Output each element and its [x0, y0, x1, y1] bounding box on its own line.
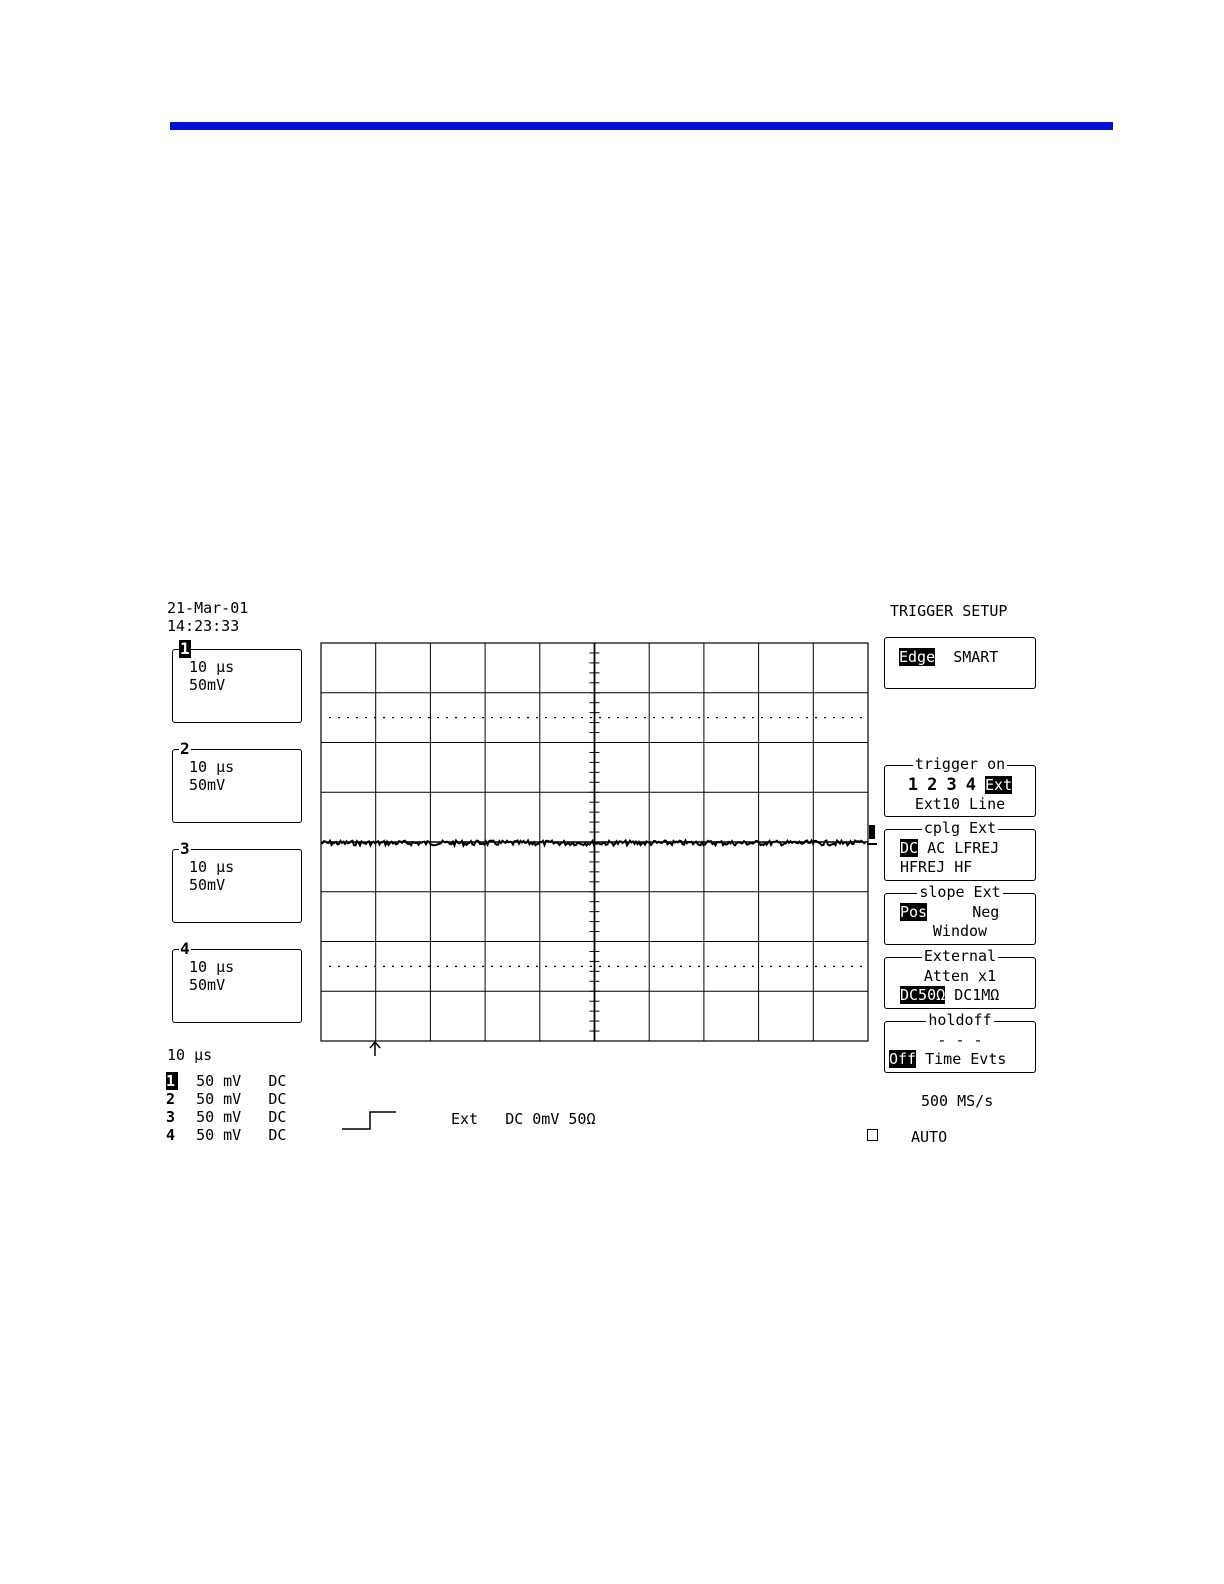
channel-1-box[interactable]: [172, 639, 302, 723]
summary-2-coupling: DC: [268, 1090, 287, 1108]
summary-row-1: [166, 1072, 286, 1090]
trigger-on-ch1[interactable]: 1: [907, 775, 919, 795]
trigger-on-title: trigger on: [914, 755, 1006, 773]
holdoff-evts[interactable]: Evts: [970, 1050, 1007, 1068]
external-dc50[interactable]: DC50Ω: [900, 986, 946, 1004]
external-title: External: [923, 947, 997, 965]
screen-title: TRIGGER SETUP: [890, 602, 1008, 620]
channel-3-volts: 50mV: [189, 876, 226, 894]
channel-4-number: 4: [180, 939, 190, 958]
trigger-mode: AUTO: [911, 1128, 948, 1146]
holdoff-off[interactable]: Off: [889, 1050, 917, 1068]
channel-1-trace: [321, 841, 866, 846]
holdoff-time[interactable]: Time: [925, 1050, 962, 1068]
slope-pos[interactable]: Pos: [900, 903, 928, 921]
summary-4-number: 4: [166, 1126, 176, 1144]
summary-4-coupling: DC: [268, 1126, 287, 1144]
trigger-on-menu[interactable]: [884, 755, 1036, 817]
trigger-on-ch4[interactable]: 4: [965, 775, 976, 795]
summary-row-4: [166, 1126, 286, 1144]
trigger-on-ch3[interactable]: 3: [946, 775, 957, 795]
summary-3-volts: 50 mV: [196, 1108, 242, 1126]
coupling-hf[interactable]: HF: [954, 858, 973, 876]
timebase-readout: 10 μs: [167, 1046, 213, 1064]
channel-1-number: 1: [180, 639, 190, 658]
channel-4-volts: 50mV: [189, 976, 226, 994]
coupling-dc[interactable]: DC: [900, 839, 919, 857]
external-dc1m[interactable]: DC1MΩ: [954, 986, 1000, 1004]
coupling-hfrej[interactable]: HFREJ: [900, 858, 946, 876]
channel-2-box[interactable]: [172, 739, 302, 823]
summary-row-3: [166, 1108, 286, 1126]
channel-4-timebase: 10 μs: [189, 958, 235, 976]
external-atten[interactable]: Atten x1: [923, 967, 997, 985]
channel-3-box[interactable]: [172, 839, 302, 923]
slope-neg[interactable]: Neg: [972, 903, 1000, 921]
channel-3-timebase: 10 μs: [189, 858, 235, 876]
summary-3-coupling: DC: [268, 1108, 287, 1126]
rising-edge-icon: [340, 1108, 400, 1132]
external-menu[interactable]: [884, 947, 1036, 1009]
date-readout: 21-Mar-01: [167, 599, 249, 617]
trigger-type-menu[interactable]: [884, 637, 1036, 689]
channel-1-timebase: 10 μs: [189, 658, 235, 676]
channel-3-number: 3: [180, 839, 190, 858]
coupling-menu[interactable]: [884, 819, 1036, 881]
summary-3-number: 3: [166, 1108, 176, 1126]
coupling-ac[interactable]: AC: [927, 839, 946, 857]
channel-2-number: 2: [180, 739, 190, 758]
trigger-info: [451, 1110, 596, 1128]
time-readout: 14:23:33: [167, 617, 240, 635]
trigger-on-ch2[interactable]: 2: [927, 775, 938, 795]
slope-title: slope Ext: [919, 883, 1001, 901]
summary-4-volts: 50 mV: [196, 1126, 242, 1144]
holdoff-value: - - -: [937, 1031, 983, 1049]
slope-menu[interactable]: [884, 883, 1036, 945]
trigger-on-ext[interactable]: Ext: [985, 776, 1013, 794]
sample-rate: 500 MS/s: [921, 1092, 994, 1110]
trigger-impedance: 50Ω: [568, 1110, 596, 1128]
trigger-type-smart[interactable]: SMART: [953, 648, 999, 666]
trigger-on-ext10[interactable]: Ext10: [914, 795, 960, 813]
coupling-title: cplg Ext: [923, 819, 997, 837]
summary-1-coupling: DC: [268, 1072, 287, 1090]
slope-window[interactable]: Window: [932, 922, 988, 940]
channel-4-box[interactable]: [172, 939, 302, 1023]
trigger-source: Ext: [451, 1110, 479, 1128]
trigger-type-edge[interactable]: Edge: [899, 648, 936, 666]
summary-row-2: [166, 1090, 286, 1108]
summary-2-volts: 50 mV: [196, 1090, 242, 1108]
summary-2-number: 2: [166, 1090, 176, 1108]
channel-2-timebase: 10 μs: [189, 758, 235, 776]
holdoff-title: holdoff: [928, 1011, 992, 1029]
channel-2-volts: 50mV: [189, 776, 226, 794]
summary-1-volts: 50 mV: [196, 1072, 242, 1090]
trigger-position-marker: [370, 1042, 380, 1056]
trace-path: [321, 841, 866, 846]
waveform-display: [318, 640, 878, 1060]
channel-1-volts: 50mV: [189, 676, 226, 694]
summary-1-number: 1: [166, 1072, 178, 1090]
coupling-lfrej[interactable]: LFREJ: [954, 839, 1000, 857]
trigger-level: 0mV: [532, 1110, 560, 1128]
trigger-on-line[interactable]: Line: [969, 795, 1006, 813]
acquisition-status-icon: [867, 1129, 878, 1141]
holdoff-menu[interactable]: [884, 1011, 1036, 1073]
trigger-coupling: DC: [505, 1110, 524, 1128]
header-bar: [170, 122, 1113, 130]
